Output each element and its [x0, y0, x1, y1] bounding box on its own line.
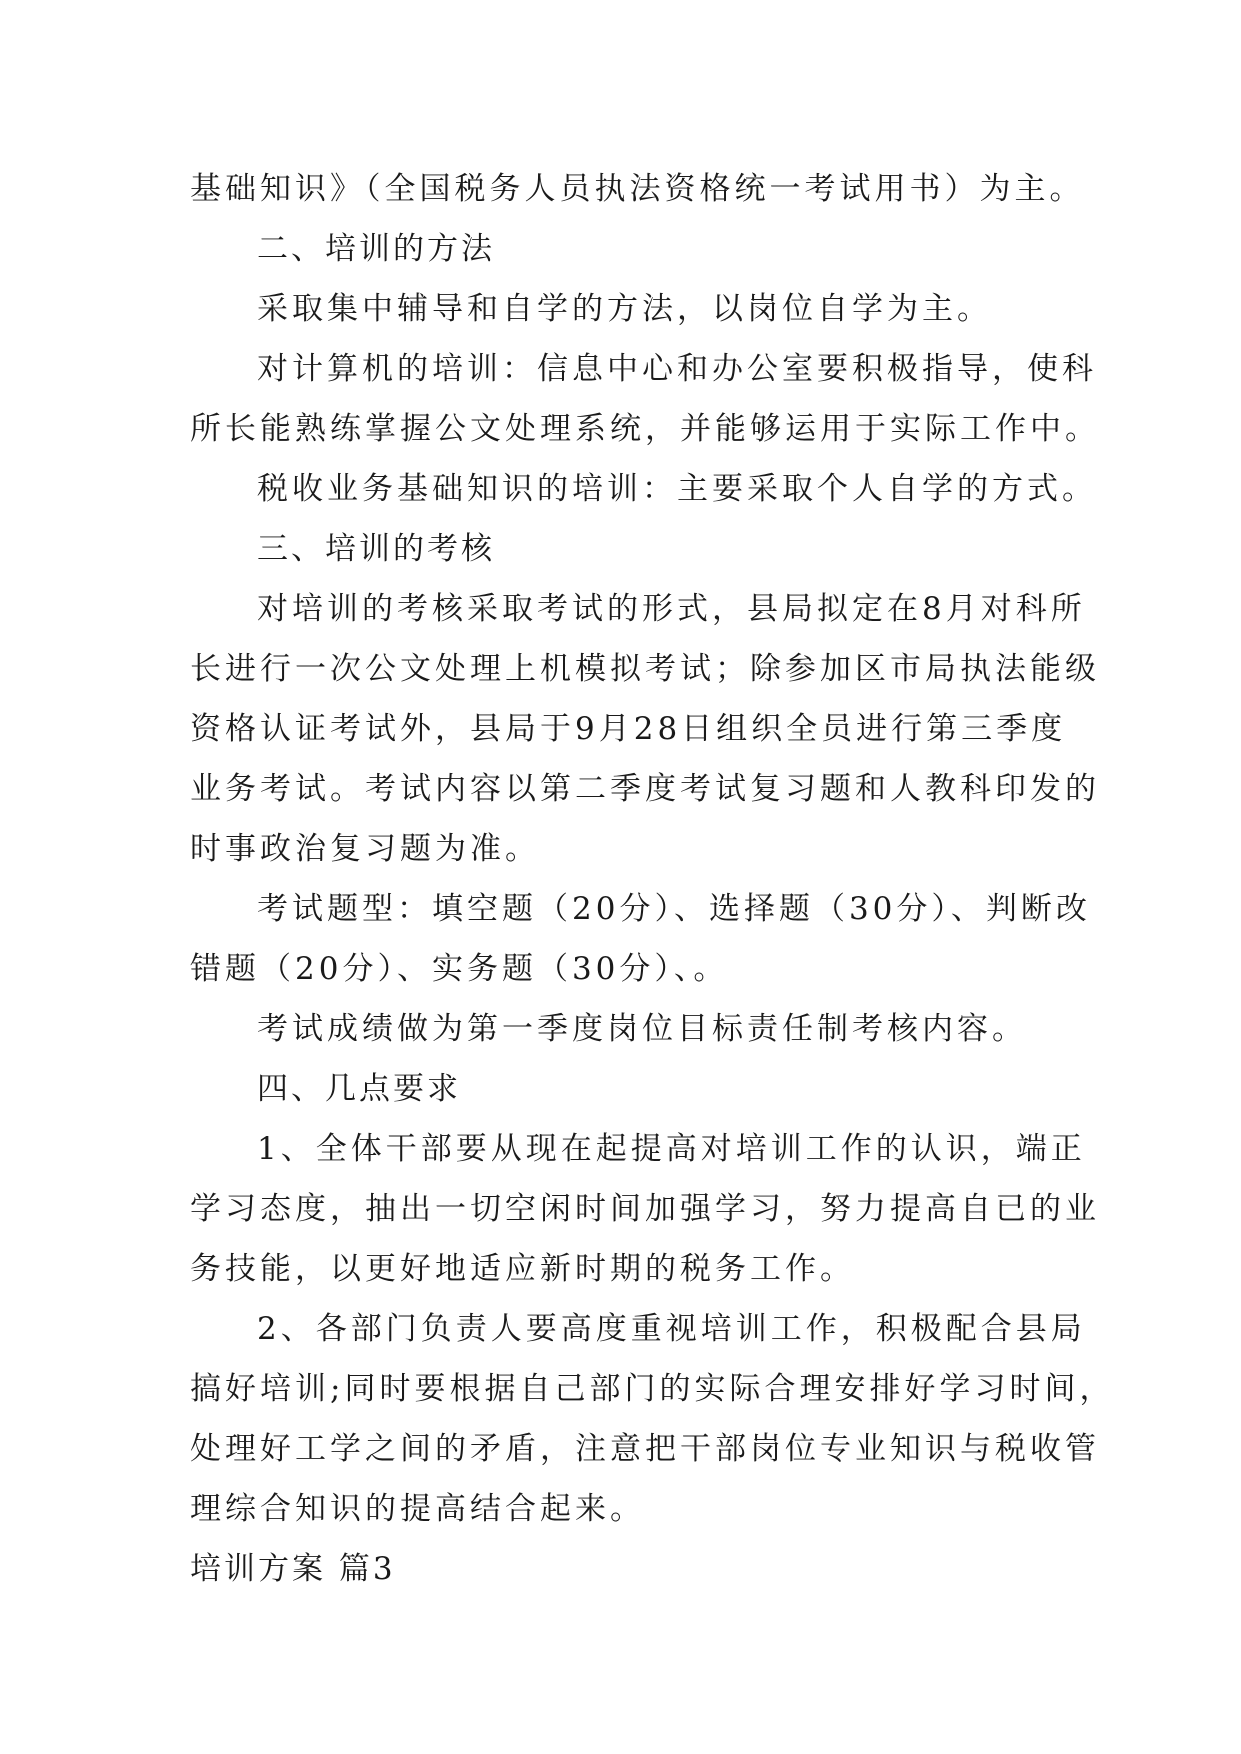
paragraph-line: 考试题型：填空题（20分）、选择题（30分）、判断改 — [257, 891, 1091, 927]
paragraph-line: 2、各部门负责人要高度重视培训工作，积极配合县局 — [257, 1311, 1086, 1347]
paragraph-line: 对培训的考核采取考试的形式，县局拟定在8月对科所 — [257, 591, 1086, 627]
document-section-title: 培训方案 篇3 — [190, 1551, 396, 1587]
paragraph-line: 理综合知识的提高结合起来。 — [190, 1491, 645, 1527]
paragraph-line: 长进行一次公文处理上机模拟考试；除参加区市局执法能级 — [190, 651, 1100, 687]
paragraph-line: 错题（20分）、实务题（30分）、。 — [190, 951, 729, 987]
paragraph-line: 基础知识》（全国税务人员执法资格统一考试用书）为主。 — [190, 171, 1085, 207]
paragraph-line: 搞好培训;同时要根据自己部门的实际合理安排好学习时间， — [190, 1371, 1115, 1407]
paragraph-line: 时事政治复习题为准。 — [190, 831, 540, 867]
paragraph-line: 所长能熟练掌握公文处理系统，并能够运用于实际工作中。 — [190, 411, 1100, 447]
paragraph-line: 学习态度，抽出一切空闲时间加强学习，努力提高自已的业 — [190, 1191, 1100, 1227]
paragraph-line: 资格认证考试外，县局于9月28日组织全员进行第三季度 — [190, 711, 1067, 747]
paragraph-line: 考试成绩做为第一季度岗位目标责任制考核内容。 — [257, 1011, 1027, 1047]
paragraph-line: 业务考试。考试内容以第二季度考试复习题和人教科印发的 — [190, 771, 1100, 807]
paragraph-line: 采取集中辅导和自学的方法，以岗位自学为主。 — [257, 291, 992, 327]
paragraph-line: 税收业务基础知识的培训：主要采取个人自学的方式。 — [257, 471, 1097, 507]
paragraph-line: 1、全体干部要从现在起提高对培训工作的认识，端正 — [257, 1131, 1086, 1167]
paragraph-line: 处理好工学之间的矛盾，注意把干部岗位专业知识与税收管 — [190, 1431, 1100, 1467]
paragraph-line: 对计算机的培训：信息中心和办公室要积极指导，使科 — [257, 351, 1097, 387]
paragraph-line: 务技能，以更好地适应新时期的税务工作。 — [190, 1251, 855, 1287]
section-heading-methods: 二、培训的方法 — [257, 231, 495, 267]
section-heading-requirements: 四、几点要求 — [257, 1071, 461, 1107]
section-heading-assessment: 三、培训的考核 — [257, 531, 495, 567]
